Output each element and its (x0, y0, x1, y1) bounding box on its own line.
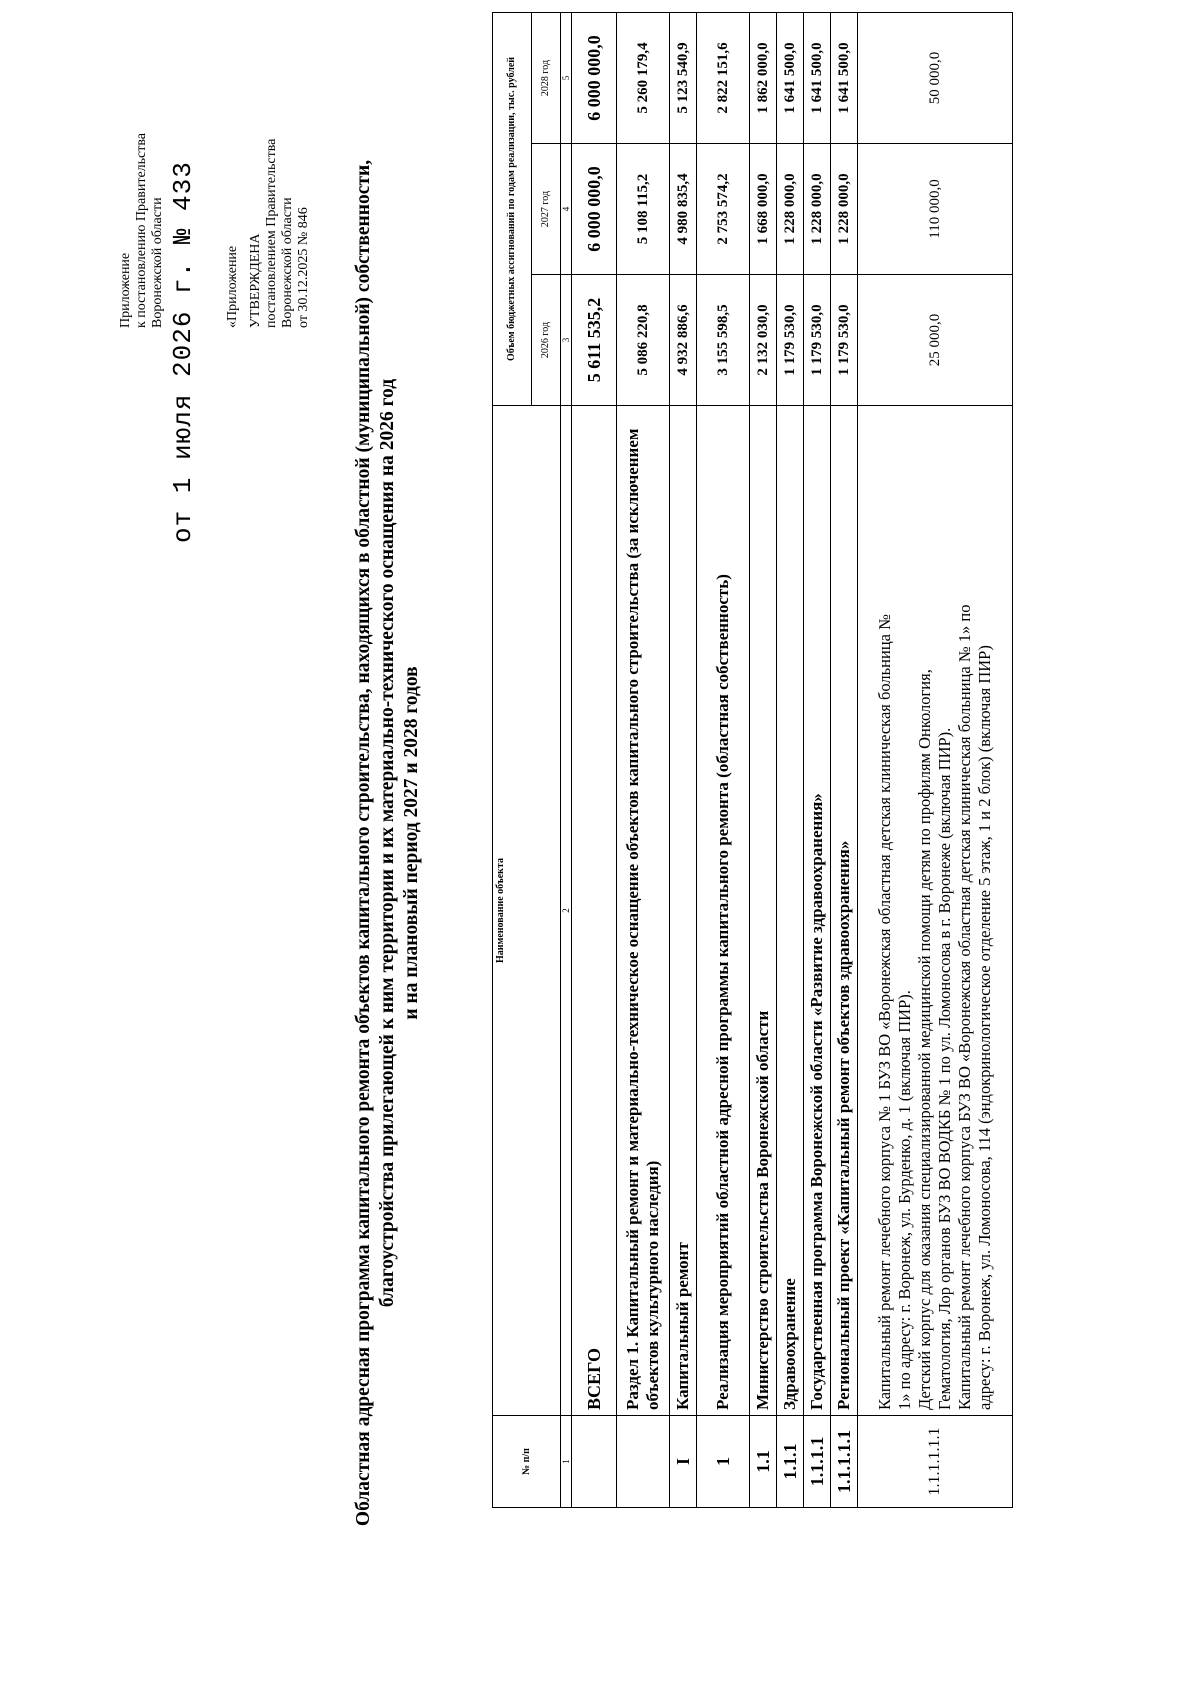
approved-line: постановлением Правительства (264, 138, 279, 328)
value-2028: 1 641 500,0 (777, 12, 804, 143)
table-row (858, 12, 1013, 1507)
value-2027: 5 108 115,2 (617, 144, 670, 275)
document-title (352, 63, 424, 1623)
title-line: Областная адресная программа капитального ремонта объектов капитального строительства, находящихся в областной (муниципальной) собственности, (353, 159, 374, 1527)
title-line: и на плановый период 2027 и 2028 годов (401, 666, 422, 1020)
row-name: Здравоохранение (777, 406, 804, 1416)
row-number (617, 1416, 670, 1508)
value-2028: 5 260 179,4 (617, 12, 670, 143)
value-2026: 25 000,0 (858, 275, 1013, 406)
header-row (493, 12, 532, 1507)
row-number: 1.1.1.1.1.1 (858, 1416, 1013, 1508)
value-2026: 1 179 530,0 (831, 275, 858, 406)
value-2026: 2 132 030,0 (750, 275, 777, 406)
row-number: 1.1.1.1.1 (831, 1416, 858, 1508)
program-table (492, 12, 1013, 1508)
table-row (750, 12, 777, 1507)
table-row (617, 12, 670, 1507)
row-number: 1.1.1 (777, 1416, 804, 1508)
table-row (697, 12, 750, 1507)
appendix-line: Воронежской области (150, 197, 165, 328)
value-2028: 1 641 500,0 (804, 12, 831, 143)
approved-block (248, 28, 312, 328)
appendix-line: к постановлению Правительства (134, 132, 149, 328)
previous-appendix-label: «Приложение (225, 245, 240, 328)
value-2028: 6 000 000,0 (572, 12, 617, 143)
row-number: 1.1 (750, 1416, 777, 1508)
row-name: ВСЕГО (572, 406, 617, 1416)
row-name-line: 1» по адресу: г. Воронеж, ул. Бурденко, д. 1 (включая ПИР). (895, 990, 914, 1410)
value-2028: 1 641 500,0 (831, 12, 858, 143)
value-2028: 2 822 151,6 (697, 12, 750, 143)
column-index: 2 (561, 406, 572, 1416)
column-index: 3 (561, 275, 572, 406)
row-name: Реализация мероприятий областной адресной программы капитального ремонта (областная собственность) (697, 406, 750, 1416)
column-index: 5 (561, 12, 572, 143)
document-number: от 1 июля 2026 г. № 433 (168, 161, 198, 543)
value-2027: 4 980 835,4 (670, 144, 697, 275)
value-2027: 1 228 000,0 (804, 144, 831, 275)
value-2026: 4 932 886,6 (670, 275, 697, 406)
row-number: 1.1.1.1 (804, 1416, 831, 1508)
value-2027: 2 753 574,2 (697, 144, 750, 275)
value-2028: 5 123 540,9 (670, 12, 697, 143)
value-2026: 5 086 220,8 (617, 275, 670, 406)
row-name: Региональный проект «Капитальный ремонт объектов здравоохранения» (831, 406, 858, 1416)
title-line: благоустройства прилегающей к ним территории и их материально-технического оснащения на 2026 год (377, 378, 398, 1308)
value-2028: 1 862 000,0 (750, 12, 777, 143)
value-2027: 1 228 000,0 (831, 144, 858, 275)
header-year: 2026 год (532, 275, 561, 406)
value-2026: 1 179 530,0 (804, 275, 831, 406)
value-2027: 1 228 000,0 (777, 144, 804, 275)
row-name: Государственная программа Воронежской области «Развитие здравоохранения» (804, 406, 831, 1416)
appendix-block (118, 28, 166, 328)
column-index: 4 (561, 144, 572, 275)
table-row (831, 12, 858, 1507)
table-row (777, 12, 804, 1507)
value-2026: 5 611 535,2 (572, 275, 617, 406)
row-name-line: Детский корпус для оказания специализированной медицинской помощи детям по профилям Онкология, (915, 669, 934, 1410)
column-index-row (561, 12, 572, 1507)
column-index: 1 (561, 1416, 572, 1508)
table-row (670, 12, 697, 1507)
value-2027: 110 000,0 (858, 144, 1013, 275)
row-number (572, 1416, 617, 1508)
approved-line: от 30.12.2025 № 846 (296, 207, 311, 328)
header-name: Наименование объекта (493, 406, 561, 1416)
value-2028: 50 000,0 (858, 12, 1013, 143)
value-2027: 6 000 000,0 (572, 144, 617, 275)
row-name-line: адресу: г. Воронеж, ул. Ломоносова, 114 (эндокринологическое отделение 5 этаж, 1 и 2 блок) (включая ПИР) (975, 645, 994, 1410)
header-year: 2027 год (532, 144, 561, 275)
header-num: № п/п (493, 1416, 561, 1508)
row-name-line: Капитальный ремонт лечебного корпуса БУЗ ВО «Воронежская областная детская клиническая больница № 1» по (955, 604, 974, 1410)
table-row (572, 12, 617, 1507)
row-name: Капитальный ремонт (670, 406, 697, 1416)
header-year: 2028 год (532, 12, 561, 143)
table-row (804, 12, 831, 1507)
approved-line: УТВЕРЖДЕНА (248, 233, 263, 328)
row-name-multiline (858, 406, 1013, 1416)
row-name: Раздел 1. Капитальный ремонт и материально-техническое оснащение объектов капитального строительства (за исключением объектов культурного наследия) (617, 406, 670, 1416)
row-number: I (670, 1416, 697, 1508)
value-2026: 1 179 530,0 (777, 275, 804, 406)
value-2026: 3 155 598,5 (697, 275, 750, 406)
row-number: 1 (697, 1416, 750, 1508)
row-name-line: Гематология, Лор органов БУЗ ВО ВОДКБ № 1 по ул. Ломоносова в г. Воронеже (включая ПИР). (935, 727, 954, 1410)
row-name: Министерство строительства Воронежской области (750, 406, 777, 1416)
header-volume: Объем бюджетных ассигнований по годам реализации, тыс. рублей (493, 12, 532, 405)
appendix-line: Приложение (118, 252, 133, 328)
row-name-line: Капитальный ремонт лечебного корпуса № 1 БУЗ ВО «Воронежская областная детская клиническая больница № (875, 614, 894, 1410)
approved-line: Воронежской области (280, 197, 295, 328)
value-2027: 1 668 000,0 (750, 144, 777, 275)
